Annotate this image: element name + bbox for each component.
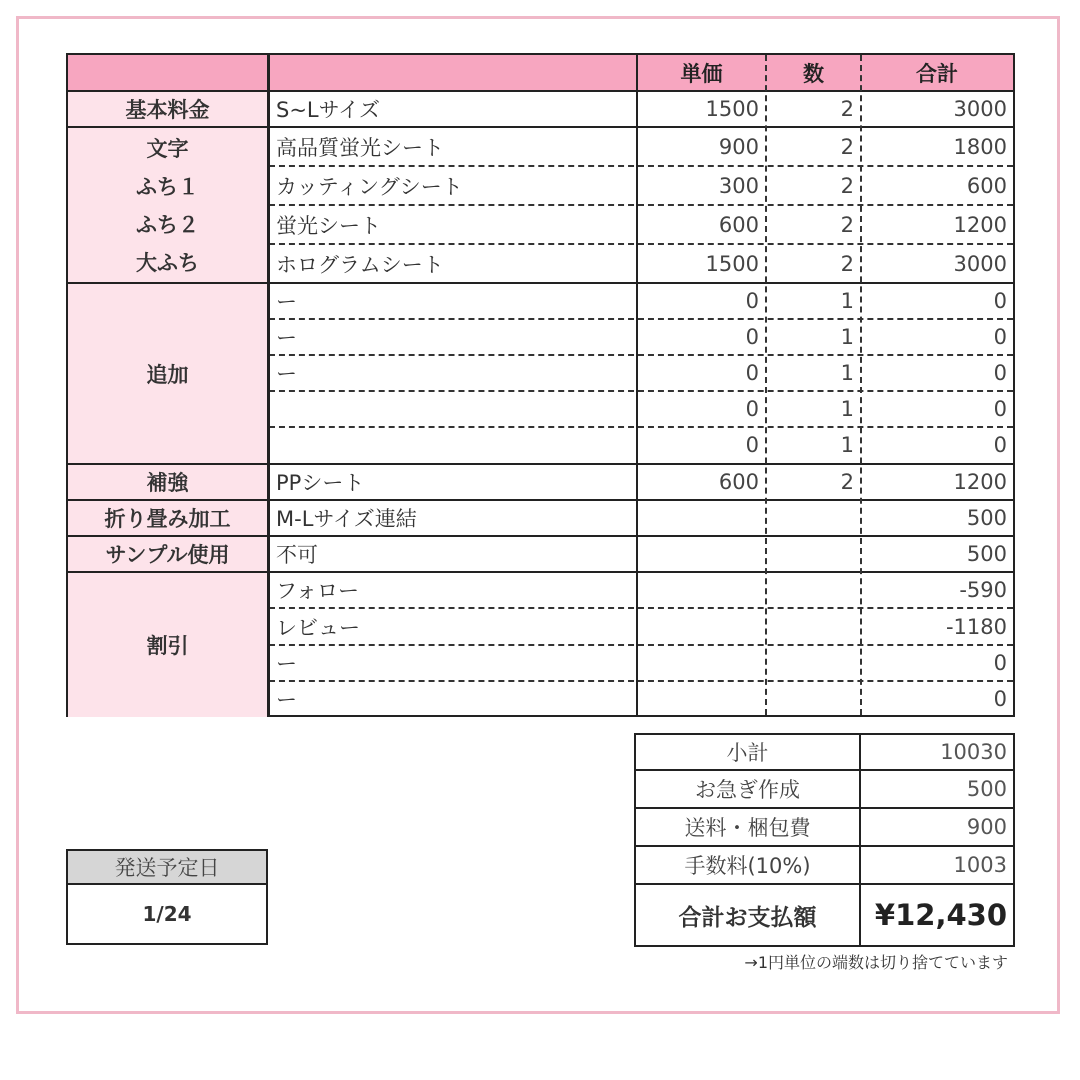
row-quantity: 2 [840, 97, 854, 121]
row-quantity [767, 572, 860, 608]
row-quantity: 1 [840, 397, 854, 421]
summary-row-fee [636, 847, 1013, 885]
summary-value: 1003 [953, 853, 1007, 877]
divider-dashed [269, 426, 1013, 428]
row-unit-price: 300 [718, 173, 759, 198]
row-unit-price: 600 [718, 212, 759, 237]
row-total: 0 [993, 289, 1007, 313]
row-unit-price: 0 [745, 433, 759, 457]
row-quantity [767, 608, 860, 645]
row-unit-price [638, 608, 765, 645]
row-quantity: 2 [840, 173, 854, 198]
row-description: 高品質蛍光シート [276, 135, 444, 160]
divider-dashed [269, 680, 1013, 682]
row-description: 蛍光シート [276, 213, 381, 238]
row-quantity: 2 [840, 251, 854, 276]
col-divider [268, 55, 270, 715]
row-description: ー [276, 290, 297, 314]
summary-total-label: 合計お支払額 [636, 885, 861, 945]
header-total: 合計 [861, 55, 1013, 91]
row-total: 0 [993, 361, 1007, 385]
divider-dashed [269, 354, 1013, 356]
row-quantity: 2 [840, 470, 854, 494]
category-label: 基本料金 [125, 98, 210, 122]
row-description: 不可 [276, 543, 318, 567]
row-unit-price [638, 536, 765, 572]
row-total: -590 [959, 578, 1007, 602]
row-description [270, 427, 636, 463]
row-description: S~Lサイズ [276, 98, 380, 122]
category-label: 割引 [146, 633, 189, 658]
row-description: カッティングシート [276, 174, 463, 199]
summary-total-value: ¥12,430 [874, 898, 1007, 932]
row-unit-price: 0 [745, 325, 759, 349]
category-sample [68, 536, 269, 572]
row-unit-price: 0 [745, 361, 759, 385]
divider [68, 90, 1013, 92]
shipping-date-label: 発送予定日 [68, 851, 266, 885]
row-total: -1180 [945, 614, 1007, 639]
row-description: ー [276, 688, 297, 712]
summary-value: 900 [966, 815, 1007, 839]
row-description: ホログラムシート [276, 252, 444, 277]
row-description: ー [276, 652, 297, 676]
row-quantity: 1 [840, 325, 854, 349]
row-description: ー [276, 362, 297, 386]
summary-row-total [636, 885, 1013, 945]
header-cell-description [269, 55, 637, 91]
row-quantity: 1 [840, 289, 854, 313]
divider-dashed [269, 644, 1013, 646]
row-description: フォロー [276, 579, 359, 603]
row-total: 1200 [953, 212, 1007, 237]
row-total: 3000 [953, 97, 1007, 121]
divider-dashed [269, 165, 1013, 167]
row-total: 0 [993, 325, 1007, 349]
row-description: ー [276, 326, 297, 350]
row-unit-price: 900 [718, 134, 759, 159]
divider-dashed [269, 204, 1013, 206]
row-unit-price: 600 [718, 470, 759, 494]
category-oritatami [68, 500, 269, 536]
row-quantity: 2 [840, 134, 854, 159]
row-total: 0 [993, 433, 1007, 457]
row-total: 0 [993, 651, 1007, 675]
divider-dashed [269, 318, 1013, 320]
row-description [270, 391, 636, 427]
price-table [66, 53, 1015, 717]
row-unit-price: 0 [745, 397, 759, 421]
divider [68, 535, 1013, 537]
row-unit-price [638, 645, 765, 681]
row-total: 600 [966, 173, 1007, 198]
row-quantity [767, 645, 860, 681]
row-total: 1200 [953, 470, 1007, 494]
row-total: 500 [966, 542, 1007, 566]
row-unit-price [638, 681, 765, 717]
category-sheets [68, 127, 269, 283]
category-label: 折り畳み加工 [104, 507, 231, 531]
rounding-note: →1円単位の端数は切り捨てています [744, 953, 1008, 972]
summary-label: 小計 [636, 735, 861, 769]
divider [68, 463, 1013, 465]
row-total: 1800 [953, 134, 1007, 159]
header-unit-price: 単価 [637, 55, 766, 91]
row-unit-price [638, 572, 765, 608]
shipping-date-box [66, 849, 268, 945]
divider-dashed [269, 607, 1013, 609]
row-description: M-Lサイズ連結 [276, 507, 417, 531]
divider-dashed [269, 390, 1013, 392]
row-quantity [767, 536, 860, 572]
divider [68, 126, 1013, 128]
row-total: 500 [966, 506, 1007, 530]
row-quantity: 2 [840, 212, 854, 237]
category-label-fuchi2: ふち２ [136, 213, 199, 237]
row-description: PPシート [276, 471, 365, 495]
row-quantity [767, 500, 860, 536]
category-label: 補強 [146, 471, 189, 495]
col-divider-dashed [765, 55, 767, 715]
summary-value: 10030 [940, 740, 1007, 764]
row-total: 0 [993, 687, 1007, 711]
row-description: レビュー [276, 615, 360, 640]
row-unit-price: 0 [745, 289, 759, 313]
category-label: サンプル使用 [105, 543, 230, 567]
summary-label: 送料・梱包費 [636, 809, 861, 845]
category-label: 追加 [146, 362, 189, 387]
divider [68, 499, 1013, 501]
summary-row-rush [636, 771, 1013, 809]
category-basic [68, 91, 269, 127]
category-label-moji: 文字 [146, 137, 189, 161]
row-unit-price: 1500 [705, 97, 759, 121]
row-quantity [767, 681, 860, 717]
row-unit-price [638, 500, 765, 536]
category-label-fuchi1: ふち１ [136, 175, 199, 199]
divider-dashed [269, 243, 1013, 245]
shipping-date-value: 1/24 [142, 902, 192, 926]
col-divider [636, 55, 638, 715]
row-total: 0 [993, 397, 1007, 421]
divider [68, 571, 1013, 573]
divider [68, 282, 1013, 284]
header-cell-category [68, 55, 269, 91]
summary-row-shipping [636, 809, 1013, 847]
row-quantity: 1 [840, 361, 854, 385]
category-label-ofuchi: 大ふち [136, 251, 199, 275]
row-unit-price: 1500 [705, 251, 759, 276]
category-waribiki [68, 572, 269, 717]
category-hokyo [68, 464, 269, 500]
category-tsuika [68, 283, 269, 464]
summary-row-subtotal [636, 735, 1013, 771]
row-total: 3000 [953, 251, 1007, 276]
col-divider-dashed [860, 55, 862, 715]
summary-value: 500 [966, 777, 1007, 801]
header-qty: 数 [766, 55, 861, 91]
summary-label: 手数料(10%) [636, 847, 861, 883]
summary-label: お急ぎ作成 [636, 771, 861, 807]
row-quantity: 1 [840, 433, 854, 457]
summary-table [634, 733, 1015, 947]
